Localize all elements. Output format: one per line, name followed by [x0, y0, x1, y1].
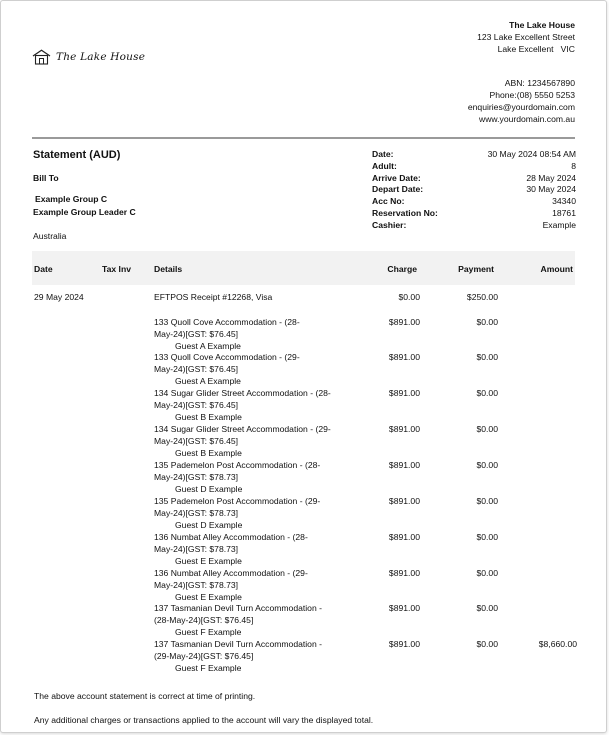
company-website: www.yourdomain.com.au	[478, 114, 575, 125]
row-guest: Guest F Example	[175, 626, 242, 637]
row-charge: $891.00	[388, 568, 420, 578]
company-details	[468, 19, 575, 125]
row-payment: $0.00	[476, 424, 498, 434]
meta-value: Example	[542, 219, 576, 230]
row-details-line1: EFTPOS Receipt #12268, Visa	[154, 292, 273, 302]
row-details	[154, 496, 359, 531]
meta-label: Arrive Date:	[372, 172, 421, 183]
row-charge: $891.00	[388, 317, 420, 327]
row-guest: Guest D Example	[175, 483, 243, 494]
footer-note-printing: The above account statement is correct at time of printing.	[34, 691, 256, 701]
row-payment: $0.00	[476, 532, 498, 542]
row-charge: $891.00	[388, 424, 420, 434]
meta-value: 18761	[552, 207, 576, 218]
row-details-line1: 137 Tasmanian Devil Turn Accommodation -	[154, 639, 322, 649]
row-details	[154, 639, 359, 674]
row-amount: $8,660.00	[538, 639, 577, 649]
row-details-line1: 133 Quoll Cove Accommodation - (28-	[154, 317, 300, 327]
row-date: 29 May 2024	[34, 292, 84, 302]
row-details	[154, 424, 359, 459]
meta-value: 34340	[552, 196, 576, 207]
meta-label: Reservation No:	[372, 207, 438, 218]
meta-row	[372, 184, 576, 196]
header-payment: Payment	[458, 264, 494, 274]
row-details-line2: May-24)[GST: $76.45]	[154, 399, 239, 410]
row-charge: $0.00	[398, 292, 420, 302]
row-payment: $0.00	[476, 568, 498, 578]
row-details	[154, 568, 359, 603]
company-logo	[32, 49, 145, 65]
bill-to-label: Bill To	[33, 173, 59, 183]
statement-meta	[372, 149, 576, 232]
row-payment: $0.00	[476, 639, 498, 649]
row-guest: Guest E Example	[175, 591, 242, 602]
row-details-line2: (28-May-24)[GST: $76.45]	[154, 614, 254, 625]
company-street: 123 Lake Excellent Street	[477, 32, 575, 43]
meta-value: 28 May 2024	[526, 172, 576, 183]
row-details-line1: 133 Quoll Cove Accommodation - (29-	[154, 352, 300, 362]
header-amount: Amount	[540, 264, 573, 274]
row-payment: $0.00	[476, 496, 498, 506]
row-guest: Guest D Example	[175, 519, 243, 530]
meta-label: Adult:	[372, 160, 397, 171]
row-details-line1: 134 Sugar Glider Street Accommodation - (29-	[154, 424, 331, 434]
row-details-line1: 137 Tasmanian Devil Turn Accommodation -	[154, 603, 322, 613]
statement-title: Statement (AUD)	[33, 149, 121, 161]
header-date: Date	[34, 264, 53, 274]
row-details-line2: May-24)[GST: $78.73]	[154, 579, 239, 590]
row-details-line1: 136 Numbat Alley Accommodation - (29-	[154, 568, 308, 578]
group-leader: Example Group Leader C	[33, 207, 136, 217]
row-details-line1: 135 Pademelon Post Accommodation - (28-	[154, 460, 321, 470]
meta-row	[372, 208, 576, 220]
row-payment: $250.00	[466, 292, 498, 302]
row-details-line1: 136 Numbat Alley Accommodation - (28-	[154, 532, 308, 542]
row-details-line2: May-24)[GST: $76.45]	[154, 435, 239, 446]
header-charge: Charge	[387, 264, 417, 274]
row-charge: $891.00	[388, 460, 420, 470]
meta-row	[372, 161, 576, 173]
meta-row	[372, 196, 576, 208]
row-payment: $0.00	[476, 603, 498, 613]
row-guest: Guest A Example	[175, 340, 241, 351]
row-details-line2: (29-May-24)[GST: $76.45]	[154, 650, 254, 661]
meta-label: Cashier:	[372, 219, 407, 230]
row-guest: Guest B Example	[175, 447, 242, 458]
meta-label: Date:	[372, 149, 394, 159]
row-payment: $0.00	[476, 460, 498, 470]
row-guest: Guest B Example	[175, 411, 242, 422]
meta-row	[372, 149, 576, 161]
table-header	[32, 251, 575, 285]
meta-row	[372, 173, 576, 185]
row-payment: $0.00	[476, 317, 498, 327]
row-details-line2: May-24)[GST: $76.45]	[154, 328, 239, 339]
meta-row	[372, 220, 576, 232]
logo-wordmark: The Lake House	[56, 51, 146, 63]
company-email: enquiries@yourdomain.com	[467, 102, 575, 113]
row-charge: $891.00	[388, 603, 420, 613]
row-details-line2: May-24)[GST: $76.45]	[154, 363, 239, 374]
row-details-line2: May-24)[GST: $78.73]	[154, 471, 239, 482]
row-guest: Guest A Example	[175, 375, 241, 386]
row-charge: $891.00	[388, 639, 420, 649]
row-details	[154, 388, 359, 423]
row-charge: $891.00	[388, 388, 420, 398]
company-name: The Lake House	[509, 20, 575, 30]
row-details	[154, 292, 359, 304]
group-name: Example Group C	[35, 194, 108, 204]
row-details	[154, 317, 359, 352]
header-tax-inv: Tax Inv	[102, 264, 131, 274]
company-abn: ABN: 1234567890	[504, 77, 575, 88]
row-charge: $891.00	[388, 496, 420, 506]
meta-value: 30 May 2024 08:54 AM	[487, 149, 576, 159]
row-details-line2: May-24)[GST: $78.73]	[154, 507, 239, 518]
meta-label: Acc No:	[372, 196, 405, 207]
header-divider	[32, 137, 575, 139]
header-details: Details	[154, 264, 183, 274]
row-payment: $0.00	[476, 388, 498, 398]
company-locality: Lake Excellent VIC	[497, 44, 575, 55]
meta-value: 30 May 2024	[526, 184, 576, 195]
row-details-line1: 134 Sugar Glider Street Accommodation - (28-	[154, 388, 331, 398]
company-phone: Phone:(08) 5550 5253	[489, 89, 575, 100]
meta-label: Depart Date:	[372, 184, 424, 195]
row-details	[154, 352, 359, 387]
meta-value: 8	[571, 160, 576, 171]
row-payment: $0.00	[476, 352, 498, 362]
row-details	[154, 460, 359, 495]
row-details-line2: May-24)[GST: $78.73]	[154, 543, 239, 554]
row-details-line1: 135 Pademelon Post Accommodation - (29-	[154, 496, 321, 506]
row-guest: Guest F Example	[175, 662, 242, 673]
house-icon	[32, 49, 51, 65]
row-guest: Guest E Example	[175, 555, 242, 566]
country: Australia	[33, 231, 67, 241]
row-charge: $891.00	[388, 352, 420, 362]
row-details	[154, 603, 359, 638]
footer-note-charges: Any additional charges or transactions applied to the account will vary the displayed total.	[34, 715, 374, 725]
row-details	[154, 532, 359, 567]
row-charge: $891.00	[388, 532, 420, 542]
